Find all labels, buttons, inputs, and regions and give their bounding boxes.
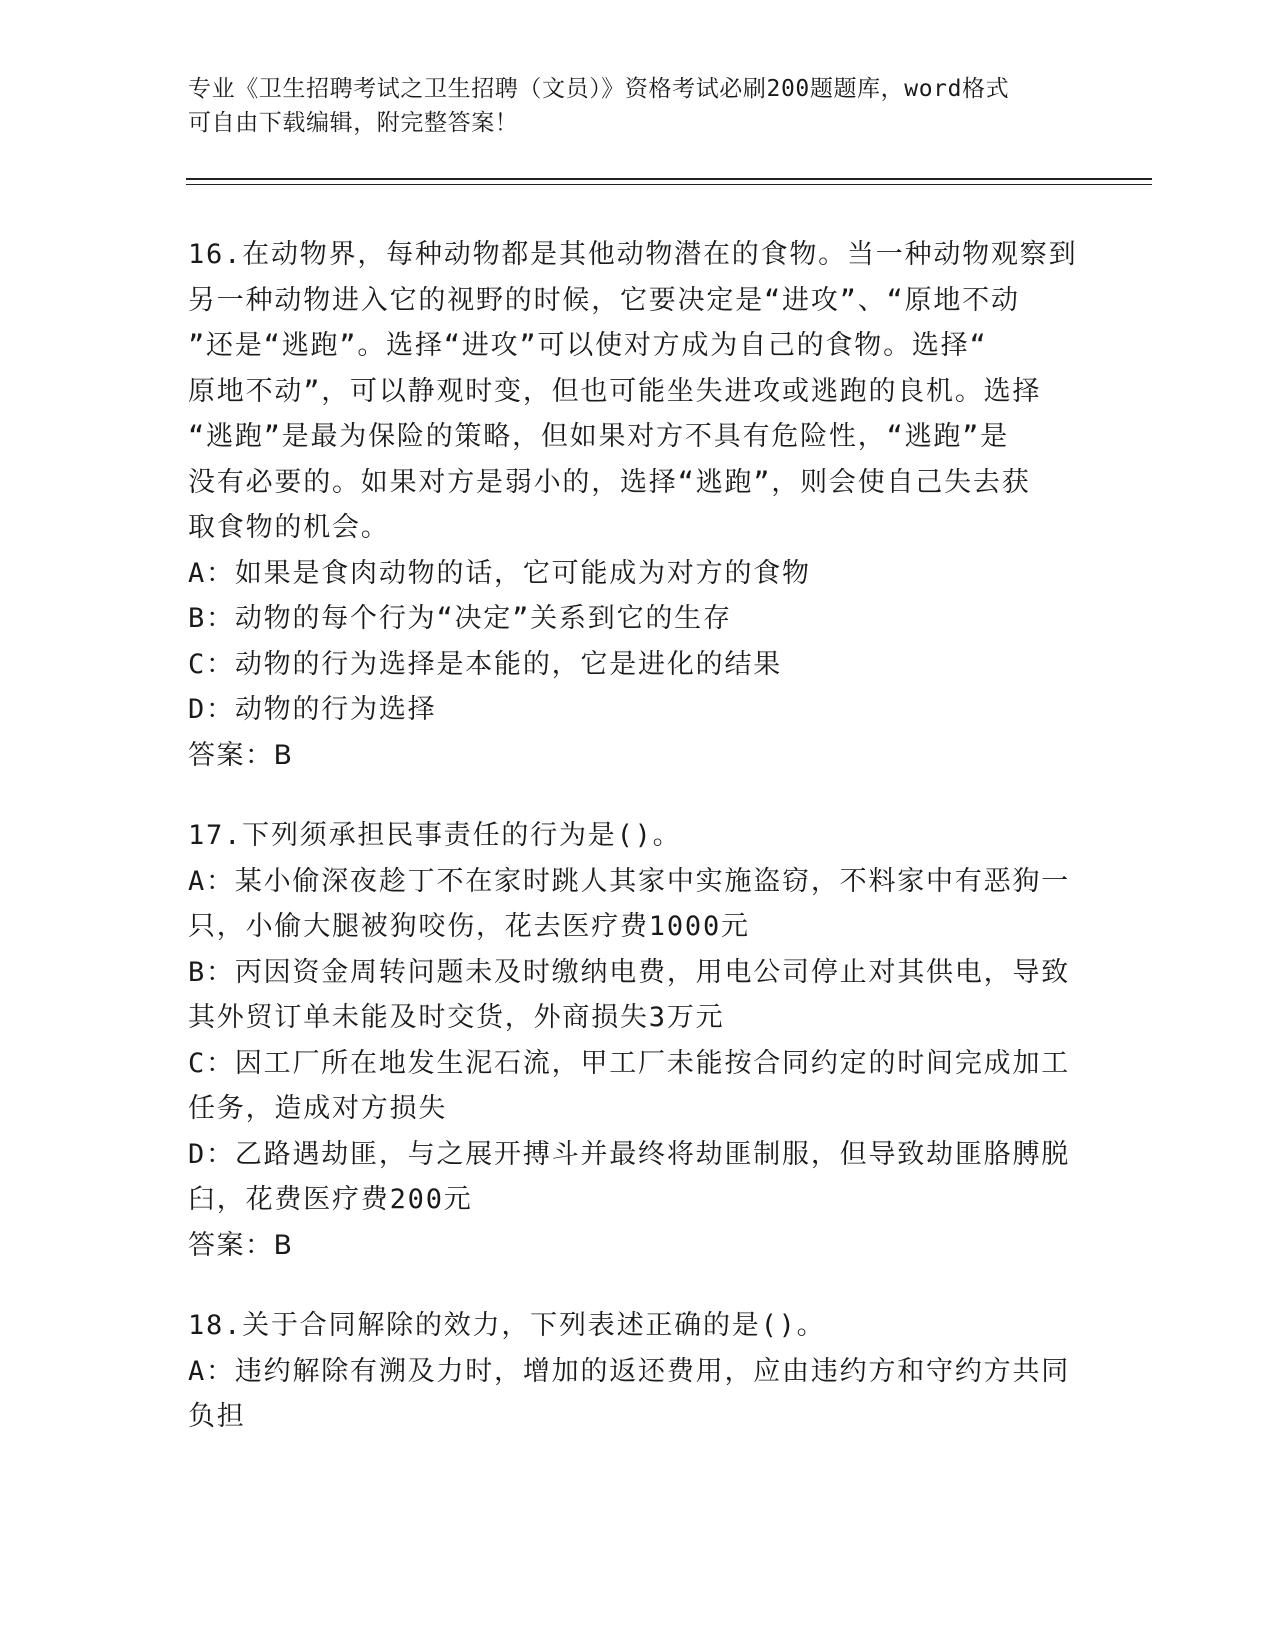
- option-d: [188, 687, 1078, 733]
- option-line: 只，小偷大腿被狗咬伤，花去医疗费1000元: [188, 911, 750, 942]
- question-18: [188, 1303, 1078, 1440]
- stem-line: ”还是“逃跑”。选择“进攻”可以使对方成为自己的食物。选择“: [188, 330, 988, 361]
- header-line: 可自由下载编辑，附完整答案！: [188, 110, 519, 136]
- option-line: 臼，花费医疗费200元: [188, 1184, 473, 1215]
- option-line: D：动物的行为选择: [188, 694, 437, 725]
- stem-line: 另一种动物进入它的视野的时候，它要决定是“进攻”、“原地不动: [188, 284, 1020, 316]
- stem-line: 没有必要的。如果对方是弱小的，选择“逃跑”，则会使自己失去获: [188, 466, 1031, 498]
- option-a: [188, 859, 1078, 950]
- option-line: A：某小偷深夜趁丁不在家时跳人其家中实施盗窃，不料家中有恶狗一: [188, 865, 1071, 897]
- question-16: [188, 232, 1078, 778]
- option-d: [188, 1132, 1078, 1223]
- question-stem: [188, 232, 1078, 551]
- header-line: 专业《卫生招聘考试之卫生招聘（文员）》资格考试必刷200题题库，word格式: [188, 76, 1010, 102]
- question-stem: [188, 1303, 1078, 1349]
- option-line: B：丙因资金周转问题未及时缴纳电费，用电公司停止对其供电，导致: [188, 956, 1071, 988]
- option-line: A：违约解除有溯及力时，增加的返还费用，应由违约方和守约方共同: [188, 1355, 1071, 1387]
- question-list: [188, 232, 1078, 1475]
- stem-line: 取食物的机会。: [188, 512, 390, 543]
- option-line: A：如果是食肉动物的话，它可能成为对方的食物: [188, 557, 811, 589]
- stem-line: “逃跑”是最为保险的策略，但如果对方不具有危险性，“逃跑”是: [188, 421, 1010, 452]
- page-header: [188, 72, 1068, 140]
- option-a: [188, 551, 1078, 597]
- option-line: 任务，造成对方损失: [188, 1093, 448, 1124]
- stem-line: 18.关于合同解除的效力，下列表述正确的是()。: [188, 1310, 826, 1341]
- answer-text: 答案：B: [188, 1229, 294, 1261]
- question-stem: [188, 813, 1078, 859]
- stem-line: 原地不动”，可以静观时变，但也可能坐失进攻或逃跑的良机。选择: [188, 375, 1042, 407]
- option-c: [188, 642, 1078, 688]
- option-b: [188, 950, 1078, 1041]
- stem-line: 16.在动物界，每种动物都是其他动物潜在的食物。当一种动物观察到: [188, 239, 1078, 270]
- option-b: [188, 596, 1078, 642]
- answer-text: 答案：B: [188, 739, 294, 771]
- option-a: [188, 1349, 1078, 1440]
- option-line: 其外贸订单未能及时交货，外商损失3万元: [188, 1002, 725, 1033]
- option-line: C：动物的行为选择是本能的，它是进化的结果: [188, 648, 783, 680]
- question-17: [188, 813, 1078, 1268]
- option-line: D：乙路遇劫匪，与之展开搏斗并最终将劫匪制服，但导致劫匪胳膊脱: [188, 1138, 1071, 1170]
- header-rule-thin: [186, 184, 1152, 185]
- option-line: B：动物的每个行为“决定”关系到它的生存: [188, 603, 732, 634]
- option-line: C：因工厂所在地发生泥石流，甲工厂未能按合同约定的时间完成加工: [188, 1047, 1071, 1079]
- option-c: [188, 1041, 1078, 1132]
- option-line: 负担: [188, 1401, 246, 1432]
- stem-line: 17.下列须承担民事责任的行为是()。: [188, 820, 682, 851]
- header-rule-thick: [186, 178, 1152, 180]
